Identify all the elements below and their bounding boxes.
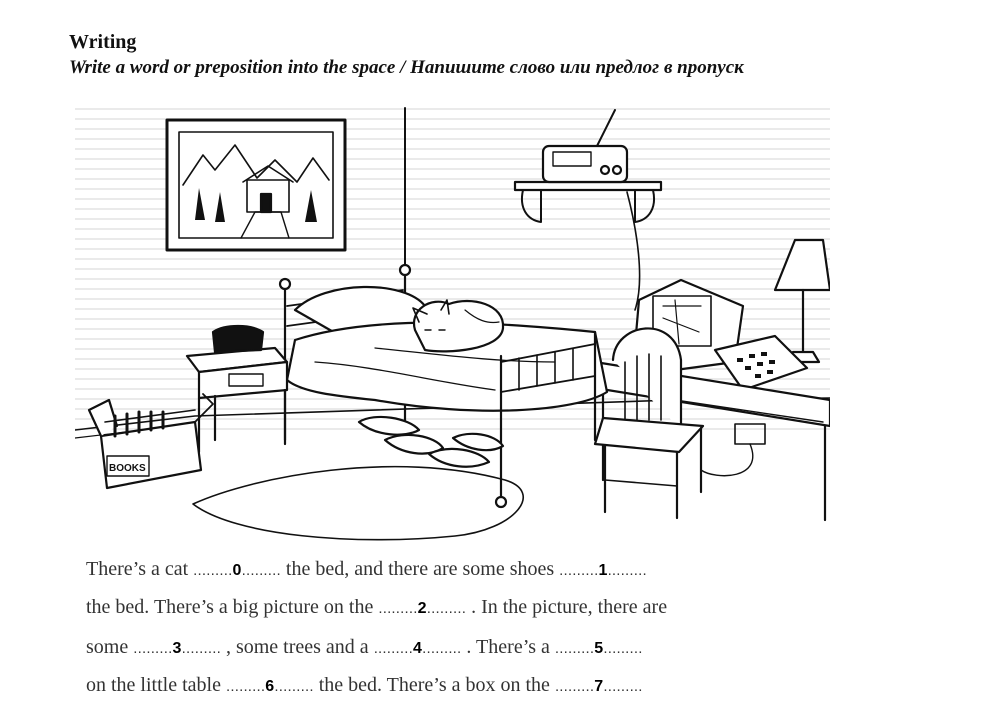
exercise-text-segment: the bed, and there are some shoes [280, 558, 560, 580]
answer-gap-7[interactable]: .........7......... [554, 678, 643, 695]
exercise-line [86, 636, 643, 659]
exercise-text-segment: , some trees and a [220, 636, 374, 658]
cat-on-bed [413, 300, 503, 351]
answer-gap-2[interactable]: .........2......... [378, 600, 467, 617]
exercise-text-segment: some [86, 636, 134, 658]
exercise-line [86, 596, 667, 619]
exercise-text-segment: . There’s a [461, 636, 555, 658]
answer-gap-5[interactable]: .........5......... [554, 640, 643, 657]
answer-gap-0[interactable]: .........0......... [193, 562, 281, 579]
exercise-text-segment: the bed. There’s a big picture on the [86, 596, 379, 618]
books-label: BOOKS [109, 463, 146, 474]
exercise-line [86, 558, 647, 581]
exercise-text-segment: There’s a cat [86, 558, 194, 580]
exercise-line [86, 674, 643, 697]
exercise-text-segment: . In the picture, there are [466, 596, 668, 618]
exercise-text-segment: on the little table [86, 674, 226, 696]
answer-gap-6[interactable]: .........6......... [225, 678, 314, 695]
answer-gap-3[interactable]: .........3......... [133, 640, 221, 657]
exercise-title: Writing [69, 31, 137, 53]
answer-gap-4[interactable]: .........4......... [373, 640, 462, 657]
exercise-text-segment: the bed. There’s a box on the [313, 674, 555, 696]
framed-picture [167, 120, 345, 250]
bedroom-illustration [75, 100, 830, 545]
answer-gap-1[interactable]: .........1......... [559, 562, 647, 579]
exercise-instructions: Write a word or preposition into the space / Напишите слово или предлог в пропуск [69, 57, 744, 78]
